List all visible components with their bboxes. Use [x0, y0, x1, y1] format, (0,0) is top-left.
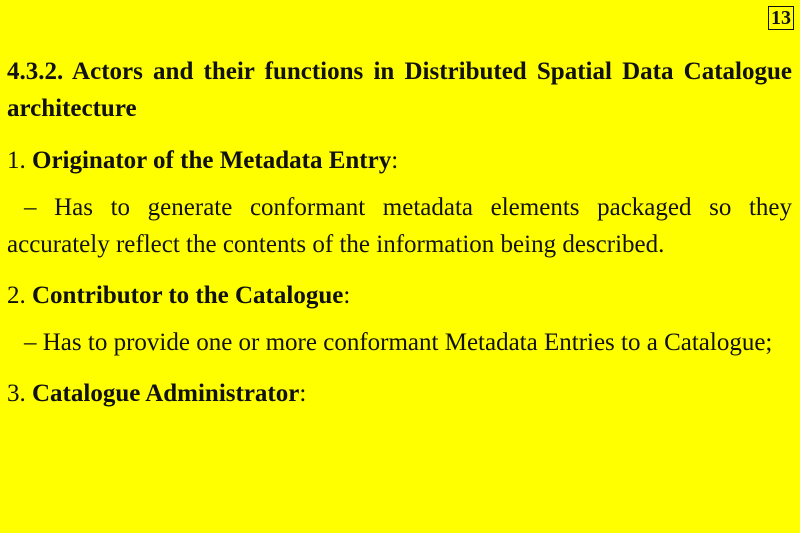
- item-suffix: :: [299, 380, 307, 407]
- item-name: Originator of the Metadata Entry: [32, 147, 392, 174]
- item-number: 1.: [7, 147, 32, 174]
- item-number: 3.: [7, 380, 32, 407]
- item-title-administrator: [7, 375, 792, 412]
- item-suffix: :: [391, 147, 399, 174]
- item-description-contributor: – Has to provide one or more conformant Metadata Entries to a Catalogue;: [24, 329, 773, 356]
- item-number: 2.: [7, 282, 32, 309]
- item-title-originator: [7, 142, 792, 179]
- item-name: Catalogue Administrator: [32, 380, 300, 407]
- item-name: Contributor to the Catalogue: [32, 282, 344, 309]
- section-heading: 4.3.2. Actors and their functions in Distributed Spatial Data Catalogue architecture: [7, 58, 792, 122]
- item-suffix: :: [343, 282, 351, 309]
- item-title-contributor: [7, 277, 792, 314]
- item-description-originator: – Has to generate conformant metadata elements packaged so they accurately reflect the contents of the information being described.: [7, 194, 792, 258]
- slide-content: [7, 53, 792, 422]
- page-number: 13: [768, 6, 794, 30]
